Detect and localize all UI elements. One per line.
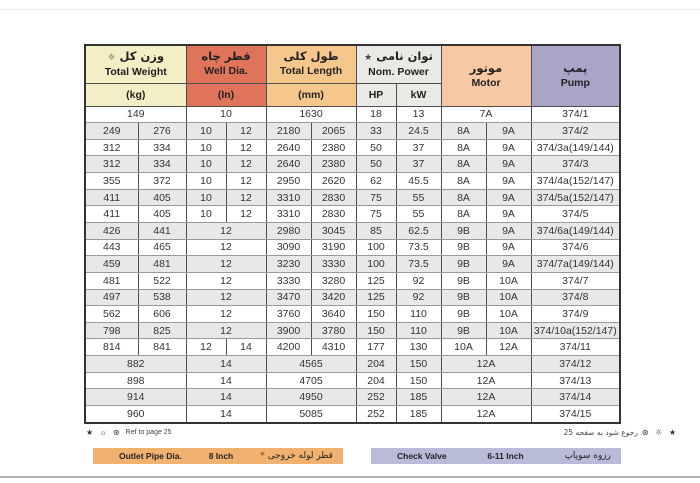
footnote-right [564,428,678,437]
cell: 9A [486,239,531,256]
header-total-weight-en: Total Weight [104,65,167,78]
cell: 374/4a(152/147) [531,173,620,190]
header-motor-en: Motor [471,76,501,89]
cell: 8A [441,123,486,140]
cell: 10 [186,206,226,223]
cell: 9B [441,239,486,256]
cell: 522 [138,272,186,289]
cell: 2065 [311,123,356,140]
table-row [85,106,620,123]
cell: 8A [441,173,486,190]
cell: 2640 [266,156,311,173]
cell: 8A [441,206,486,223]
cell: 14 [186,406,266,423]
cell: 3280 [311,272,356,289]
cell: 405 [138,189,186,206]
cell: 55 [396,206,441,223]
cell: 2380 [311,139,356,156]
subheader-hp: HP [356,83,396,106]
table-row [85,239,620,256]
cell: 374/5a(152/147) [531,189,620,206]
page-bottom-rule [0,476,700,478]
header-total-length-en: Total Length [279,65,343,78]
cell: 9A [486,139,531,156]
cell: 4310 [311,339,356,356]
cell: 3310 [266,189,311,206]
cell: 14 [226,339,266,356]
cell: 374/3a(149/144) [531,139,620,156]
cell: 75 [356,206,396,223]
header-total-weight-fa: وزن کل ☼ [107,49,165,64]
cell: 12A [441,389,531,406]
cell: 4950 [266,389,356,406]
cell: 538 [138,289,186,306]
cell: 100 [356,256,396,273]
cell: 814 [85,339,138,356]
cell: 4200 [266,339,311,356]
cell: 9A [486,222,531,239]
cell: 8A [441,189,486,206]
cell: 73.5 [396,239,441,256]
cell: 149 [85,106,186,123]
cell: 9B [441,306,486,323]
cell: 3640 [311,306,356,323]
cell: 2980 [266,222,311,239]
outlet-pipe-label-en: Outlet Pipe Dia. [119,451,182,461]
cell: 411 [85,189,138,206]
subheader-kw: kW [396,83,441,106]
cell: 898 [85,372,186,389]
cell: 3900 [266,322,311,339]
cell: 177 [356,339,396,356]
header-nom-power-fa: توان نامی ★ [364,49,433,64]
table-row [85,406,620,423]
cell: 3780 [311,322,356,339]
cell: 374/11 [531,339,620,356]
cell: 9B [441,322,486,339]
cell: 185 [396,389,441,406]
cell: 150 [396,356,441,373]
header-pump-fa: پمپ [563,60,588,75]
cell: 3310 [266,206,311,223]
cell: 12A [441,356,531,373]
cell: 443 [85,239,138,256]
cell: 374/10a(152/147) [531,322,620,339]
cell: 18 [356,106,396,123]
cell: 37 [396,156,441,173]
table-row [85,339,620,356]
cell: 252 [356,389,396,406]
footnote-right-text: رجوع شود به صفحه 25 [563,428,638,437]
cell: 12 [186,306,266,323]
cell: 3330 [311,256,356,273]
cell: 12 [186,322,266,339]
cell: 9A [486,123,531,140]
cell: 374/6a(149/144) [531,222,620,239]
cell: 92 [396,289,441,306]
cell: 55 [396,189,441,206]
cell: 10A [441,339,486,356]
cell: 150 [356,306,396,323]
cell: 249 [85,123,138,140]
cell: 10 [186,139,226,156]
check-valve-label-en: Check Valve [397,451,447,461]
cell: 150 [396,372,441,389]
cell: 3190 [311,239,356,256]
header-well-dia-fa: قطر چاه [201,49,251,64]
header-well-dia-en: Well Dia. [204,65,248,78]
cell: 62.5 [396,222,441,239]
cell: 9A [486,173,531,190]
outlet-pipe-value: 8 Inch [208,451,234,461]
unit-mm: (mm) [266,83,356,106]
table-row [85,123,620,140]
table-row [85,139,620,156]
header-nom-power [356,45,441,83]
cell: 9A [486,206,531,223]
cell: 12 [226,173,266,190]
cell: 4705 [266,372,356,389]
cell: 562 [85,306,138,323]
cell: 1630 [266,106,356,123]
cell: 10 [186,156,226,173]
cell: 252 [356,406,396,423]
header-pump-en: Pump [560,76,590,89]
cell: 2380 [311,156,356,173]
cell: 960 [85,406,186,423]
cell: 2620 [311,173,356,190]
cell: 374/6 [531,239,620,256]
cell: 5085 [266,406,356,423]
cell: 12 [226,123,266,140]
header-total-length-fa: طول کلی [283,49,339,64]
cell: 374/13 [531,372,620,389]
cell: 3045 [311,222,356,239]
cell: 125 [356,272,396,289]
cell: 12 [226,189,266,206]
cell: 10A [486,306,531,323]
table-row [85,389,620,406]
cell: 7A [441,106,531,123]
cell: 441 [138,222,186,239]
cell: 9A [486,156,531,173]
header-nom-power-en: Nom. Power [368,65,429,78]
cell: 24.5 [396,123,441,140]
spec-table [84,44,621,424]
table-row [85,289,620,306]
cell: 276 [138,123,186,140]
cell: 10A [486,272,531,289]
cell: 8A [441,156,486,173]
footnote-symbols-icon: ★ ☼ ⊛ [641,428,678,437]
table-row [85,173,620,190]
cell: 9B [441,289,486,306]
cell: 50 [356,139,396,156]
footnote-left-text: Ref to page 25 [125,429,172,436]
outlet-pipe-label-fa: قطر لوله خروجی * [260,451,333,461]
cell: 2180 [266,123,311,140]
cell: 14 [186,372,266,389]
cell: 100 [356,239,396,256]
cell: 411 [85,206,138,223]
cell: 374/2 [531,123,620,140]
table-row [85,156,620,173]
spec-table-body [85,106,620,423]
cell: 2830 [311,189,356,206]
cell: 37 [396,139,441,156]
table-row [85,256,620,273]
cell: 374/12 [531,356,620,373]
cell: 3760 [266,306,311,323]
cell: 312 [85,139,138,156]
cell: 3420 [311,289,356,306]
cell: 8A [441,139,486,156]
cell: 9A [486,189,531,206]
unit-in: (In) [186,83,266,106]
outlet-pipe-bar [93,448,343,464]
star-symbol-icon: ★ [364,53,373,64]
cell: 10 [186,173,226,190]
cell: 497 [85,289,138,306]
cell: 12A [441,372,531,389]
cell: 374/1 [531,106,620,123]
cell: 798 [85,322,138,339]
cell: 50 [356,156,396,173]
cell: 130 [396,339,441,356]
cell: 3330 [266,272,311,289]
cell: 2950 [266,173,311,190]
cell: 185 [396,406,441,423]
cell: 10 [186,189,226,206]
cell: 825 [138,322,186,339]
header-well-dia [186,45,266,83]
cell: 9B [441,256,486,273]
cell: 459 [85,256,138,273]
cell: 841 [138,339,186,356]
cell: 374/5 [531,206,620,223]
cell: 405 [138,206,186,223]
check-valve-value: 6-11 Inch [487,451,524,461]
cell: 606 [138,306,186,323]
header-pump [531,45,620,106]
footnote-left [86,428,172,437]
table-row [85,372,620,389]
cell: 12 [186,272,266,289]
cell: 10 [186,106,266,123]
cell: 426 [85,222,138,239]
cell: 465 [138,239,186,256]
cell: 45.5 [396,173,441,190]
cell: 110 [396,306,441,323]
cell: 9B [441,272,486,289]
cell: 334 [138,139,186,156]
cell: 110 [396,322,441,339]
cell: 125 [356,289,396,306]
cell: 33 [356,123,396,140]
check-valve-label-fa: رزوه سوپاپ [564,451,611,461]
table-header [85,45,620,106]
footnote-symbols-icon: ★ ☼ ⊛ [86,428,122,437]
cell: 374/8 [531,289,620,306]
cell: 62 [356,173,396,190]
cell: 3230 [266,256,311,273]
table-row [85,356,620,373]
cell: 14 [186,356,266,373]
cell: 9A [486,256,531,273]
cell: 14 [186,389,266,406]
header-total-weight [85,45,186,83]
cell: 3470 [266,289,311,306]
cell: 2640 [266,139,311,156]
cell: 9B [441,222,486,239]
check-valve-bar [371,448,621,464]
cell: 12 [186,239,266,256]
page-top-rule [0,9,700,10]
cell: 481 [85,272,138,289]
cell: 914 [85,389,186,406]
cell: 374/7a(149/144) [531,256,620,273]
cell: 75 [356,189,396,206]
cell: 12 [226,156,266,173]
cell: 374/15 [531,406,620,423]
cell: 204 [356,356,396,373]
cell: 374/14 [531,389,620,406]
cell: 12 [226,206,266,223]
cell: 12 [186,222,266,239]
cell: 13 [396,106,441,123]
cell: 12A [441,406,531,423]
header-motor [441,45,531,106]
cell: 150 [356,322,396,339]
cell: 374/9 [531,306,620,323]
cell: 73.5 [396,256,441,273]
cell: 12 [186,256,266,273]
table-row [85,306,620,323]
cell: 374/3 [531,156,620,173]
cell: 4565 [266,356,356,373]
cell: 12 [186,289,266,306]
sun-symbol-icon: ☼ [107,53,116,64]
header-motor-fa: موتور [469,60,503,75]
cell: 85 [356,222,396,239]
cell: 10 [186,123,226,140]
asterisk-mark: * [260,451,265,461]
cell: 334 [138,156,186,173]
table-row [85,206,620,223]
table-row [85,322,620,339]
cell: 92 [396,272,441,289]
cell: 12 [186,339,226,356]
cell: 204 [356,372,396,389]
cell: 882 [85,356,186,373]
unit-kg: (kg) [85,83,186,106]
cell: 10A [486,322,531,339]
cell: 12 [226,139,266,156]
table-row [85,189,620,206]
table-row [85,222,620,239]
cell: 481 [138,256,186,273]
header-total-length [266,45,356,83]
cell: 3090 [266,239,311,256]
cell: 12A [486,339,531,356]
cell: 372 [138,173,186,190]
cell: 355 [85,173,138,190]
cell: 374/7 [531,272,620,289]
table-row [85,272,620,289]
cell: 10A [486,289,531,306]
cell: 312 [85,156,138,173]
cell: 2830 [311,206,356,223]
